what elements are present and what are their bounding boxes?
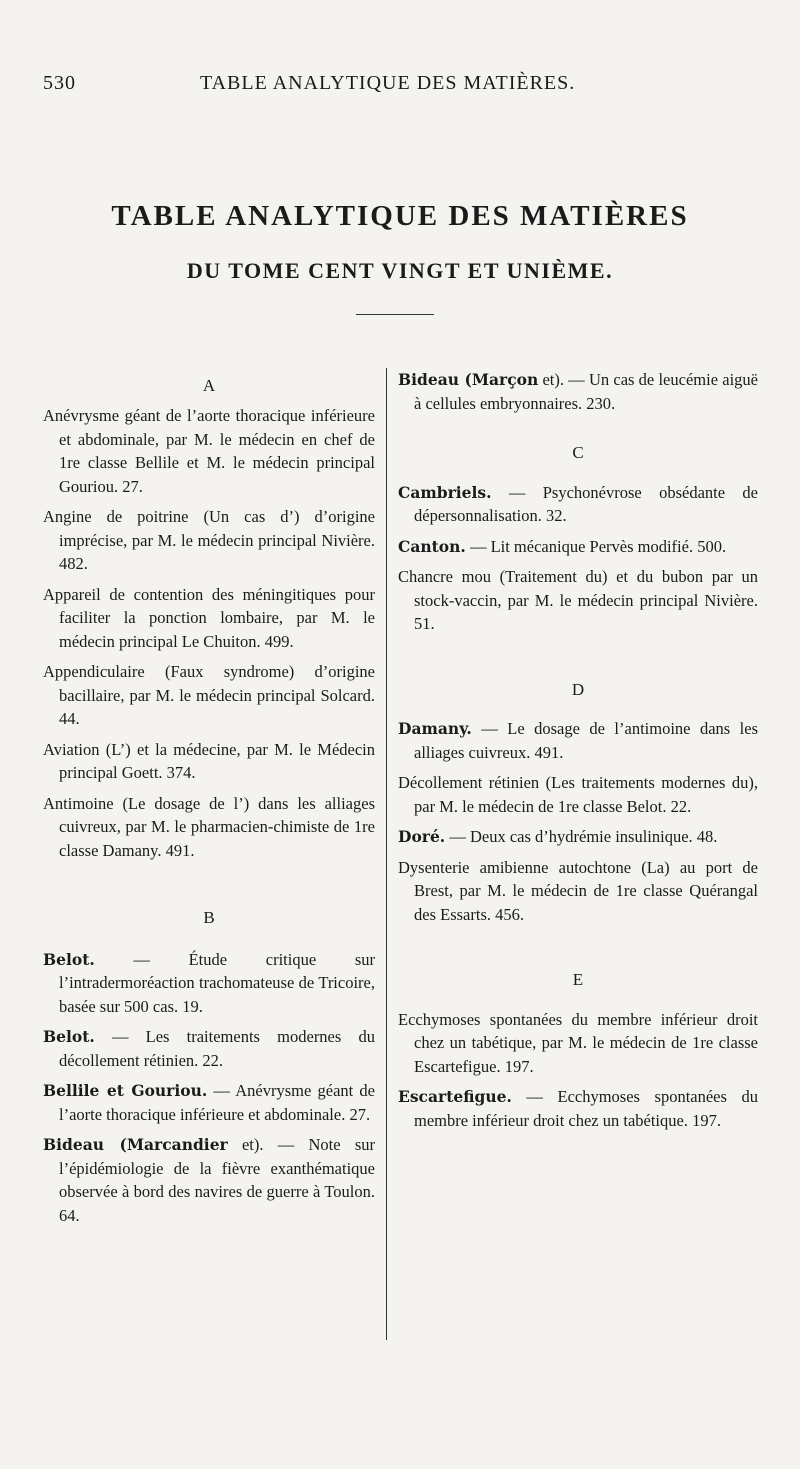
section-letter-e: E xyxy=(572,970,584,989)
entry-author: Bideau (Marçon xyxy=(398,370,539,389)
entry-author: Belot. xyxy=(43,949,95,969)
index-entry xyxy=(398,565,758,636)
index-entry xyxy=(398,1008,758,1079)
column-divider xyxy=(386,368,387,1340)
index-entry: Antimoine (Le dosage de l’) dans les alliages cuivreux, par M. le pharmacien-chimiste de 1re classe Damany. 491. xyxy=(43,793,375,860)
entry-text: — Les traitements modernes du décollement rétinien. 22. xyxy=(59,1027,375,1070)
entry-text: et). — Note sur l’épidémiologie de la fièvre exanthématique observée à bord des navires de guerre à Toulon. 64. xyxy=(59,1135,375,1225)
running-title: TABLE ANALYTIQUE DES MATIÈRES. xyxy=(200,72,576,94)
entry-author: Canton. xyxy=(398,536,466,556)
index-entry xyxy=(398,856,758,927)
index-entry xyxy=(398,481,758,528)
entry-text: — Ecchymoses spontanées du membre inférieur droit chez un tabétique. 197. xyxy=(414,1087,758,1130)
section-letter-a: A xyxy=(202,376,216,395)
index-entry xyxy=(43,948,375,1019)
index-entry xyxy=(398,771,758,818)
index-entry: Angine de poitrine (Un cas d’) d’origine imprécise, par M. le médecin principal Nivière. 482. xyxy=(43,507,375,573)
page-number: 530 xyxy=(43,72,76,94)
running-head xyxy=(0,72,800,102)
entry-text: Dysenterie amibienne autochtone (La) au port de Brest, par M. le médecin de 1re classe Quérangal des Essarts. 456. xyxy=(398,857,758,924)
index-entry: Aviation (L’) et la médecine, par M. le Médecin principal Goett. 374. xyxy=(43,739,375,782)
entry-text: — Anévrysme géant de l’aorte thoracique inférieure et abdominale. 27. xyxy=(59,1081,375,1124)
index-entry: Appareil de contention des méningitiques pour faciliter la ponction lombaire, par M. le médecin principal Le Chuiton. 499. xyxy=(43,584,375,651)
entry-text: Ecchymoses spontanées du membre inférieur droit chez un tabétique, par M. le médecin de 1re classe Escartefigue. 197. xyxy=(398,1009,758,1076)
entry-author: Bideau (Marcandier xyxy=(43,1135,228,1154)
index-entry xyxy=(398,717,758,764)
title-rule xyxy=(356,314,434,315)
section-letter-b: B xyxy=(203,908,215,927)
entry-text: — Psychonévrose obsédante de dépersonnalisation. 32. xyxy=(414,482,758,525)
right-column xyxy=(398,368,758,1132)
entry-text: — Deux cas d’hydrémie insulinique. 48. xyxy=(445,827,718,846)
index-entry xyxy=(43,1025,375,1072)
entry-text: Décollement rétinien (Les traitements modernes du), par M. le médecin de 1re classe Belot. 22. xyxy=(398,773,758,816)
entry-author: Belot. xyxy=(43,1027,95,1046)
entry-text: — Le dosage de l’antimoine dans les alliages cuivreux. 491. xyxy=(414,719,758,762)
entry-text: — Étude critique sur l’intradermoréaction trachomateuse de Tricoire, basée sur 500 cas. 19. xyxy=(59,949,375,1016)
entry-author: Doré. xyxy=(398,827,446,846)
left-column xyxy=(43,368,375,1227)
entry-author: Bellile et Gouriou. xyxy=(43,1081,208,1100)
entry-author: Escartefigue. xyxy=(398,1087,512,1106)
section-letter-c: C xyxy=(572,443,584,462)
index-entry xyxy=(398,825,758,849)
page-subtitle: DU TOME CENT VINGT ET UNIÈME. xyxy=(186,258,614,283)
entry-text: — Lit mécanique Pervès modifié. 500. xyxy=(465,536,727,556)
entry-author: Damany. xyxy=(398,719,472,738)
index-entry xyxy=(398,535,758,559)
section-letter-d: D xyxy=(571,679,585,699)
index-entry: Anévrysme géant de l’aorte thoracique inférieure et abdominale, par M. le médecin en chef de 1re classe Bellile et M. le médecin principal Gouriou. 27. xyxy=(43,406,375,496)
entry-text: et). — Un cas de leucémie aiguë à cellules embryonnaires. 230. xyxy=(414,370,758,413)
index-entry xyxy=(43,1133,375,1227)
index-entry xyxy=(43,1079,375,1126)
index-entry xyxy=(398,1085,758,1132)
page-title: TABLE ANALYTIQUE DES MATIÈRES xyxy=(111,200,689,232)
index-entry: Appendiculaire (Faux syndrome) d’origine bacillaire, par M. le médecin principal Solcard. 44. xyxy=(43,662,375,728)
entry-author: Cambriels. xyxy=(398,482,492,502)
entry-text: Chancre mou (Traitement du) et du bubon par un stock-vaccin, par M. le médecin principal Nivière. 51. xyxy=(398,567,758,633)
index-entry xyxy=(398,368,758,415)
